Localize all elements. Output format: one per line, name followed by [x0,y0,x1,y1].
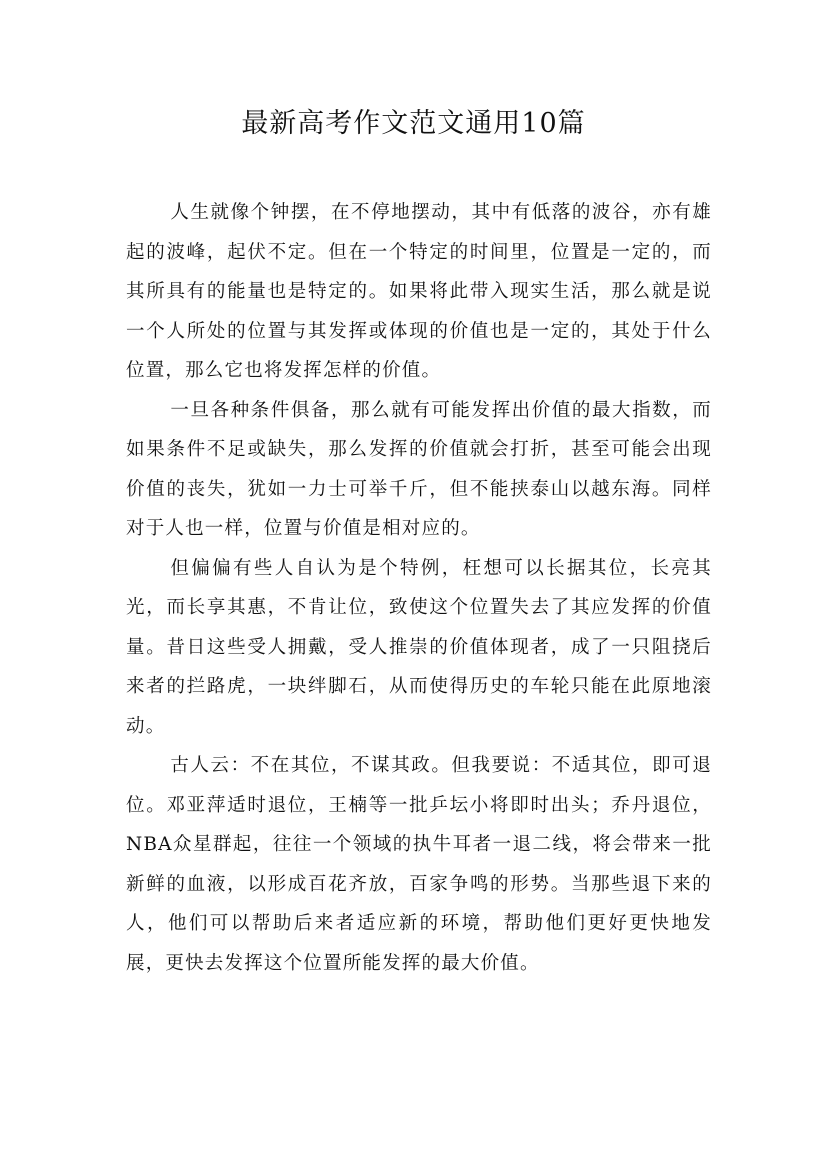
document-body [126,193,712,983]
paragraph: 古人云：不在其位，不谋其政。但我要说：不适其位，即可退位。邓亚萍适时退位，王楠等一批乒坛小将即时出头；乔丹退位，NBA众星群起，往往一个领域的执牛耳者一退二线，将会带来一批新鲜的血液，以形成百花齐放，百家争鸣的形势。当那些退下来的人，他们可以帮助后来者适应新的环境，帮助他们更好更快地发展，更快去发挥这个位置所能发挥的最大价值。 [126,755,712,974]
document-title: 最新高考作文范文通用10篇 [241,108,586,139]
paragraph: 但偏偏有些人自认为是个特例，枉想可以长据其位，长亮其光，而长享其惠，不肯让位，致使这个位置失去了其应发挥的价值量。昔日这些受人拥戴，受人推崇的价值体现者，成了一只阻挠后来者的拦路虎，一块绊脚石，从而使得历史的车轮只能在此原地滚动。 [126,557,712,737]
paragraph: 人生就像个钟摆，在不停地摆动，其中有低落的波谷，亦有雄起的波峰，起伏不定。但在一个特定的时间里，位置是一定的，而其所具有的能量也是特定的。如果将此带入现实生活，那么就是说一个人所处的位置与其发挥或体现的价值也是一定的，其处于什么位置，那么它也将发挥怎样的价值。 [126,202,712,381]
paragraph: 一旦各种条件俱备，那么就有可能发挥出价值的最大指数，而如果条件不足或缺失，那么发挥的价值就会打折，甚至可能会出现价值的丧失，犹如一力士可举千斤，但不能挟泰山以越东海。同样对于人也一样，位置与价值是相对应的。 [126,399,712,539]
